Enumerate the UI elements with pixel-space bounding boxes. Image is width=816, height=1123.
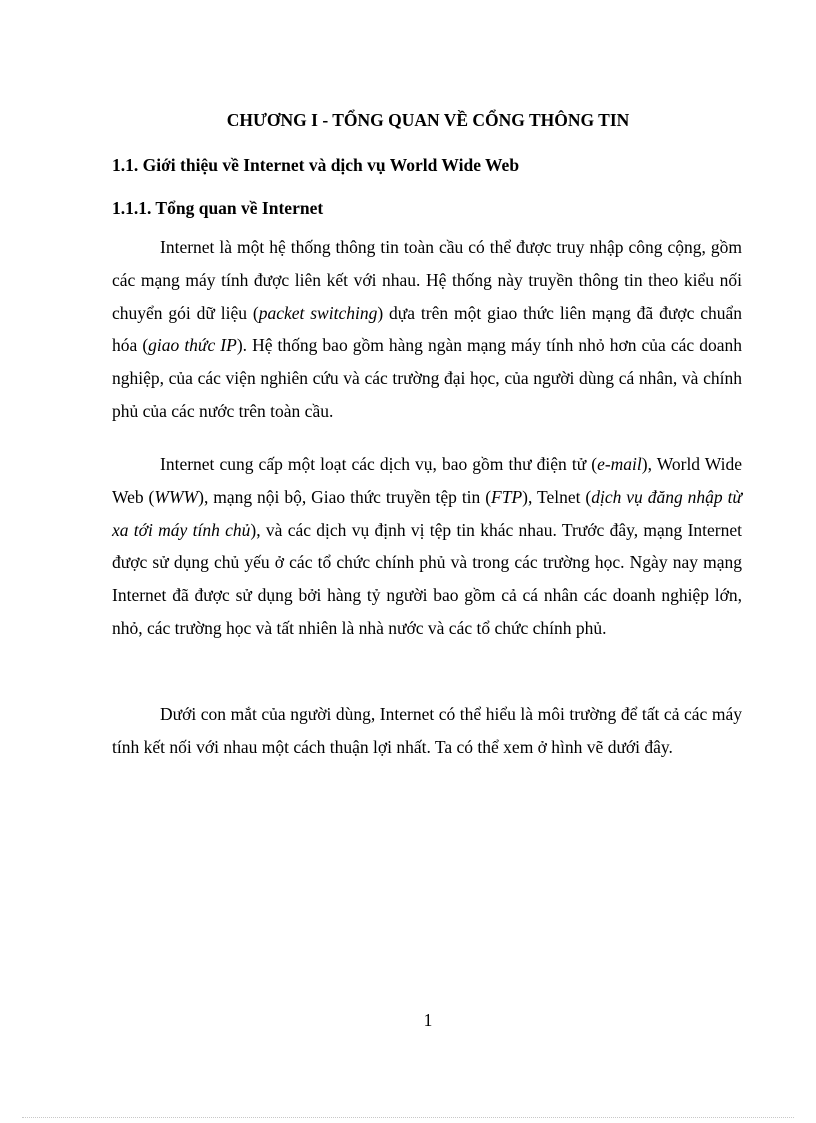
paragraph-internet-overview [112, 231, 742, 428]
chapter-title: CHƯƠNG I - TỔNG QUAN VỀ CỔNG THÔNG TIN [226, 110, 630, 130]
paragraph-text: Dưới con mắt của người dùng, Internet có thể hiểu là môi trường để tất cả các máy tính kết nối với nhau một cách thuận lợi nhất. Ta có thể xem ở hình vẽ dưới đây. [112, 704, 742, 757]
paragraph-text: ), và các dịch vụ định vị tệp tin khác nhau. Trước đây, mạng Internet được sử dụng chủ yếu ở các tổ chức chính phủ và trong các trường học. Ngày nay mạng Internet đã được sử dụng bởi hàng tỷ người bao gồm cả cá nhân các doanh nghiệp lớn, nhỏ, các trường học và tất nhiên là nhà nước và các tổ chức chính phủ. [112, 519, 742, 638]
subsection-heading: 1.1.1. Tổng quan về Internet [112, 198, 324, 218]
paragraph-text: ) dựa trên một giao thức liên mạng đã được chuẩn hóa ( [112, 302, 742, 356]
paragraph-term: e-mail [597, 454, 642, 474]
footer-divider [22, 1117, 794, 1118]
section-heading: 1.1. Giới thiệu về Internet và dịch vụ World Wide Web [112, 155, 520, 175]
paragraph-internet-services [112, 448, 742, 645]
paragraph-user-view [112, 698, 742, 764]
paragraph-term: WWW [154, 486, 199, 507]
paragraph-text: ), World Wide Web ( [112, 454, 742, 507]
paragraph-text: Internet là một hệ thống thông tin toàn cầu có thể được truy nhập công cộng, gồm các mạng máy tính được liên kết với nhau. Hệ thống này truyền thông tin theo kiểu nối chuyển gói dữ liệu ( [112, 237, 742, 323]
paragraph-term: packet switching [258, 302, 378, 323]
paragraph-text: ), Telnet ( [522, 486, 592, 507]
paragraph-text: Internet cung cấp một loạt các dịch vụ, bao gồm thư điện tử ( [160, 454, 598, 474]
paragraph-term: dịch vụ đăng nhập từ xa tới máy tính chủ [112, 486, 742, 540]
page-number: 1 [423, 1010, 433, 1030]
paragraph-text: ). Hệ thống bao gồm hàng ngàn mạng máy tính nhỏ hơn của các doanh nghiệp, của các viện nghiên cứu và các trường đại học, của người dùng cá nhân, và chính phủ của các nước trên toàn cầu. [112, 335, 742, 421]
paragraph-term: giao thức IP [148, 335, 237, 356]
paragraph-term: FTP [491, 486, 523, 507]
paragraph-text: ), mạng nội bộ, Giao thức truyền tệp tin ( [198, 486, 492, 507]
